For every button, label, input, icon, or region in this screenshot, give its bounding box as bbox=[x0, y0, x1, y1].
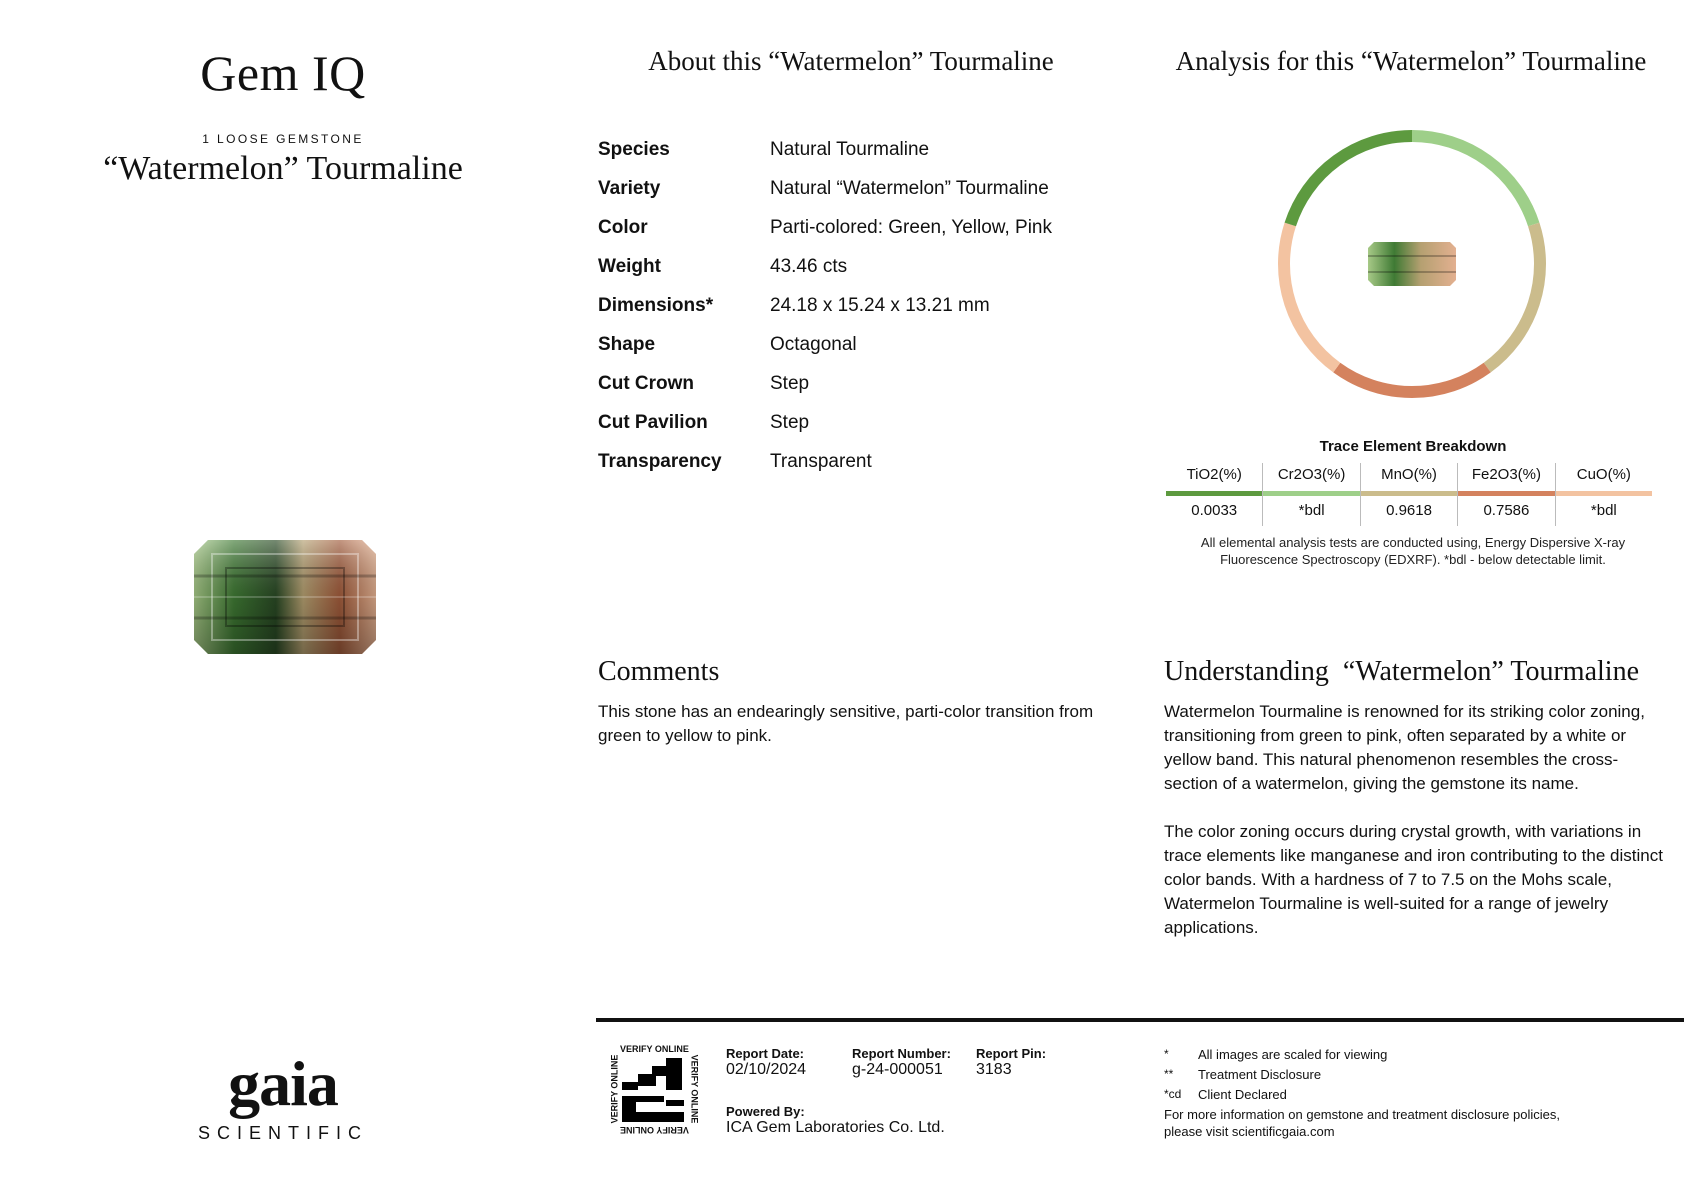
trace-element-column bbox=[1555, 463, 1652, 526]
verify-online-label: VERIFY ONLINE bbox=[689, 1054, 700, 1124]
ring-segment bbox=[1412, 136, 1534, 224]
note-text: Treatment Disclosure bbox=[1198, 1066, 1322, 1082]
trace-element-name: Fe2O3(%) bbox=[1471, 466, 1542, 483]
spec-table bbox=[598, 130, 1118, 481]
report-pin-block bbox=[976, 1046, 1046, 1079]
report-number-block bbox=[852, 1046, 951, 1079]
gem-name: “Watermelon” Tourmaline bbox=[103, 150, 463, 187]
spec-value: Step bbox=[770, 411, 810, 433]
analysis-heading: Analysis for this “Watermelon” Tourmaline bbox=[1175, 46, 1647, 76]
spec-row bbox=[598, 442, 1118, 481]
spec-label: Weight bbox=[598, 255, 661, 277]
powered-by-label: Powered By: bbox=[726, 1104, 805, 1119]
spec-label: Dimensions* bbox=[598, 294, 714, 316]
trace-element-column bbox=[1457, 463, 1554, 526]
verify-online-label: VERIFY ONLINE bbox=[620, 1044, 689, 1054]
spec-label: Transparency bbox=[598, 450, 722, 472]
verify-online-label: VERIFY ONLINE bbox=[609, 1054, 620, 1124]
spec-label: Shape bbox=[598, 333, 656, 355]
verify-qr[interactable] bbox=[604, 1044, 702, 1136]
note-text: Client Declared bbox=[1198, 1086, 1287, 1102]
trace-element-value: 0.9618 bbox=[1386, 502, 1432, 519]
report-date-value: 02/10/2024 bbox=[726, 1061, 807, 1078]
analysis-method-note bbox=[1166, 534, 1660, 568]
more-info-line: please visit scientificgaia.com bbox=[1164, 1124, 1335, 1139]
trace-element-column bbox=[1166, 463, 1262, 526]
note-mark: * bbox=[1164, 1047, 1169, 1061]
spec-row bbox=[598, 325, 1118, 364]
footer-notes bbox=[1164, 1044, 1674, 1140]
spec-row bbox=[598, 403, 1118, 442]
spec-row bbox=[598, 364, 1118, 403]
comments-heading: Comments bbox=[598, 656, 720, 687]
gaia-logo: gaia bbox=[228, 1048, 338, 1119]
note-row bbox=[1164, 1044, 1674, 1064]
trace-element-value: 0.7586 bbox=[1483, 502, 1530, 519]
trace-element-table bbox=[1166, 463, 1652, 526]
report-number-label: Report Number: bbox=[852, 1046, 951, 1061]
understanding-paragraph: The color zoning occurs during crystal growth, with variations in trace elements like manganese and iron contributing to the distinct color bands. With a hardness of 7 to 7.5 on the Mohs scale, Watermelon Tourmaline is well-suited for a range of jewelry applications. bbox=[1164, 822, 1663, 937]
note-mark: *cd bbox=[1164, 1087, 1182, 1101]
footer-divider bbox=[596, 1018, 1684, 1022]
understanding-heading: Understanding “Watermelon” Tourmaline bbox=[1164, 656, 1640, 687]
spec-label: Variety bbox=[598, 177, 661, 199]
verify-online-label: VERIFY ONLINE bbox=[620, 1125, 689, 1135]
spec-row bbox=[598, 208, 1118, 247]
note-row bbox=[1164, 1064, 1674, 1084]
analysis-note-line: Fluorescence Spectroscopy (EDXRF). *bdl - below detectable limit. bbox=[1220, 552, 1606, 567]
spec-value: Octagonal bbox=[770, 333, 857, 355]
report-date-block bbox=[726, 1046, 806, 1079]
spec-value: 43.46 cts bbox=[770, 255, 848, 277]
more-info-line: For more information on gemstone and treatment disclosure policies, bbox=[1164, 1107, 1560, 1122]
report-date-label: Report Date: bbox=[726, 1046, 805, 1061]
about-heading: About this “Watermelon” Tourmaline bbox=[648, 46, 1054, 76]
ring-segment bbox=[1487, 224, 1540, 367]
spec-value: Step bbox=[770, 372, 810, 394]
spec-row bbox=[598, 247, 1118, 286]
trace-element-value: 0.0033 bbox=[1191, 502, 1238, 519]
trace-element-value: *bdl bbox=[1298, 502, 1325, 519]
report-pin-label: Report Pin: bbox=[976, 1046, 1047, 1061]
trace-element-name: CuO(%) bbox=[1576, 466, 1631, 483]
spec-label: Species bbox=[598, 138, 670, 160]
spec-row bbox=[598, 286, 1118, 325]
report-pin-value: 3183 bbox=[976, 1061, 1012, 1078]
spec-value: Transparent bbox=[770, 450, 872, 472]
color-ring bbox=[1272, 124, 1552, 404]
note-mark: ** bbox=[1164, 1067, 1174, 1081]
spec-row bbox=[598, 130, 1118, 169]
spec-label: Cut Pavilion bbox=[598, 411, 708, 433]
spec-label: Cut Crown bbox=[598, 372, 695, 394]
report-number-value: g-24-000051 bbox=[852, 1061, 943, 1078]
powered-by-block bbox=[726, 1104, 945, 1137]
trace-element-name: TiO2(%) bbox=[1186, 466, 1242, 483]
trace-element-value: *bdl bbox=[1590, 502, 1617, 519]
note-text: All images are scaled for viewing bbox=[1198, 1046, 1388, 1062]
powered-by-value: ICA Gem Laboratories Co. Ltd. bbox=[726, 1119, 945, 1136]
brand-title: Gem IQ bbox=[200, 45, 366, 101]
trace-element-name: MnO(%) bbox=[1381, 466, 1437, 483]
trace-element-column bbox=[1360, 463, 1457, 526]
ring-gem-icon bbox=[1368, 242, 1456, 286]
spec-label: Color bbox=[598, 216, 648, 238]
ring-segment bbox=[1337, 368, 1487, 392]
comments-text: This stone has an endearingly sensitive, parti-color transition from green to yellow to pink. bbox=[598, 702, 1094, 745]
gaia-logo-subtitle: SCIENTIFIC bbox=[197, 1123, 368, 1143]
analysis-note-line: All elemental analysis tests are conducted using, Energy Dispersive X-ray bbox=[1200, 535, 1626, 550]
qr-code-icon bbox=[622, 1056, 684, 1124]
gem-count-label: 1 LOOSE GEMSTONE bbox=[202, 132, 364, 146]
understanding-paragraph: Watermelon Tourmaline is renowned for its striking color zoning, transitioning from green to pink, often separated by a white or yellow band. This natural phenomenon resembles the cross-section of a watermelon, giving the gemstone its name. bbox=[1164, 702, 1645, 793]
trace-element-name: Cr2O3(%) bbox=[1277, 466, 1346, 483]
trace-element-column bbox=[1262, 463, 1359, 526]
spec-value: 24.18 x 15.24 x 13.21 mm bbox=[770, 294, 990, 316]
spec-row bbox=[598, 169, 1118, 208]
trace-element-title: Trace Element Breakdown bbox=[1319, 438, 1507, 455]
spec-value: Natural Tourmaline bbox=[770, 138, 930, 160]
gemstone-photo bbox=[190, 536, 380, 658]
ring-segment bbox=[1290, 136, 1412, 224]
more-info-text bbox=[1164, 1106, 1674, 1140]
spec-value: Parti-colored: Green, Yellow, Pink bbox=[770, 216, 1052, 238]
ring-segment bbox=[1284, 224, 1337, 367]
note-row bbox=[1164, 1084, 1674, 1104]
spec-value: Natural “Watermelon” Tourmaline bbox=[770, 177, 1049, 199]
